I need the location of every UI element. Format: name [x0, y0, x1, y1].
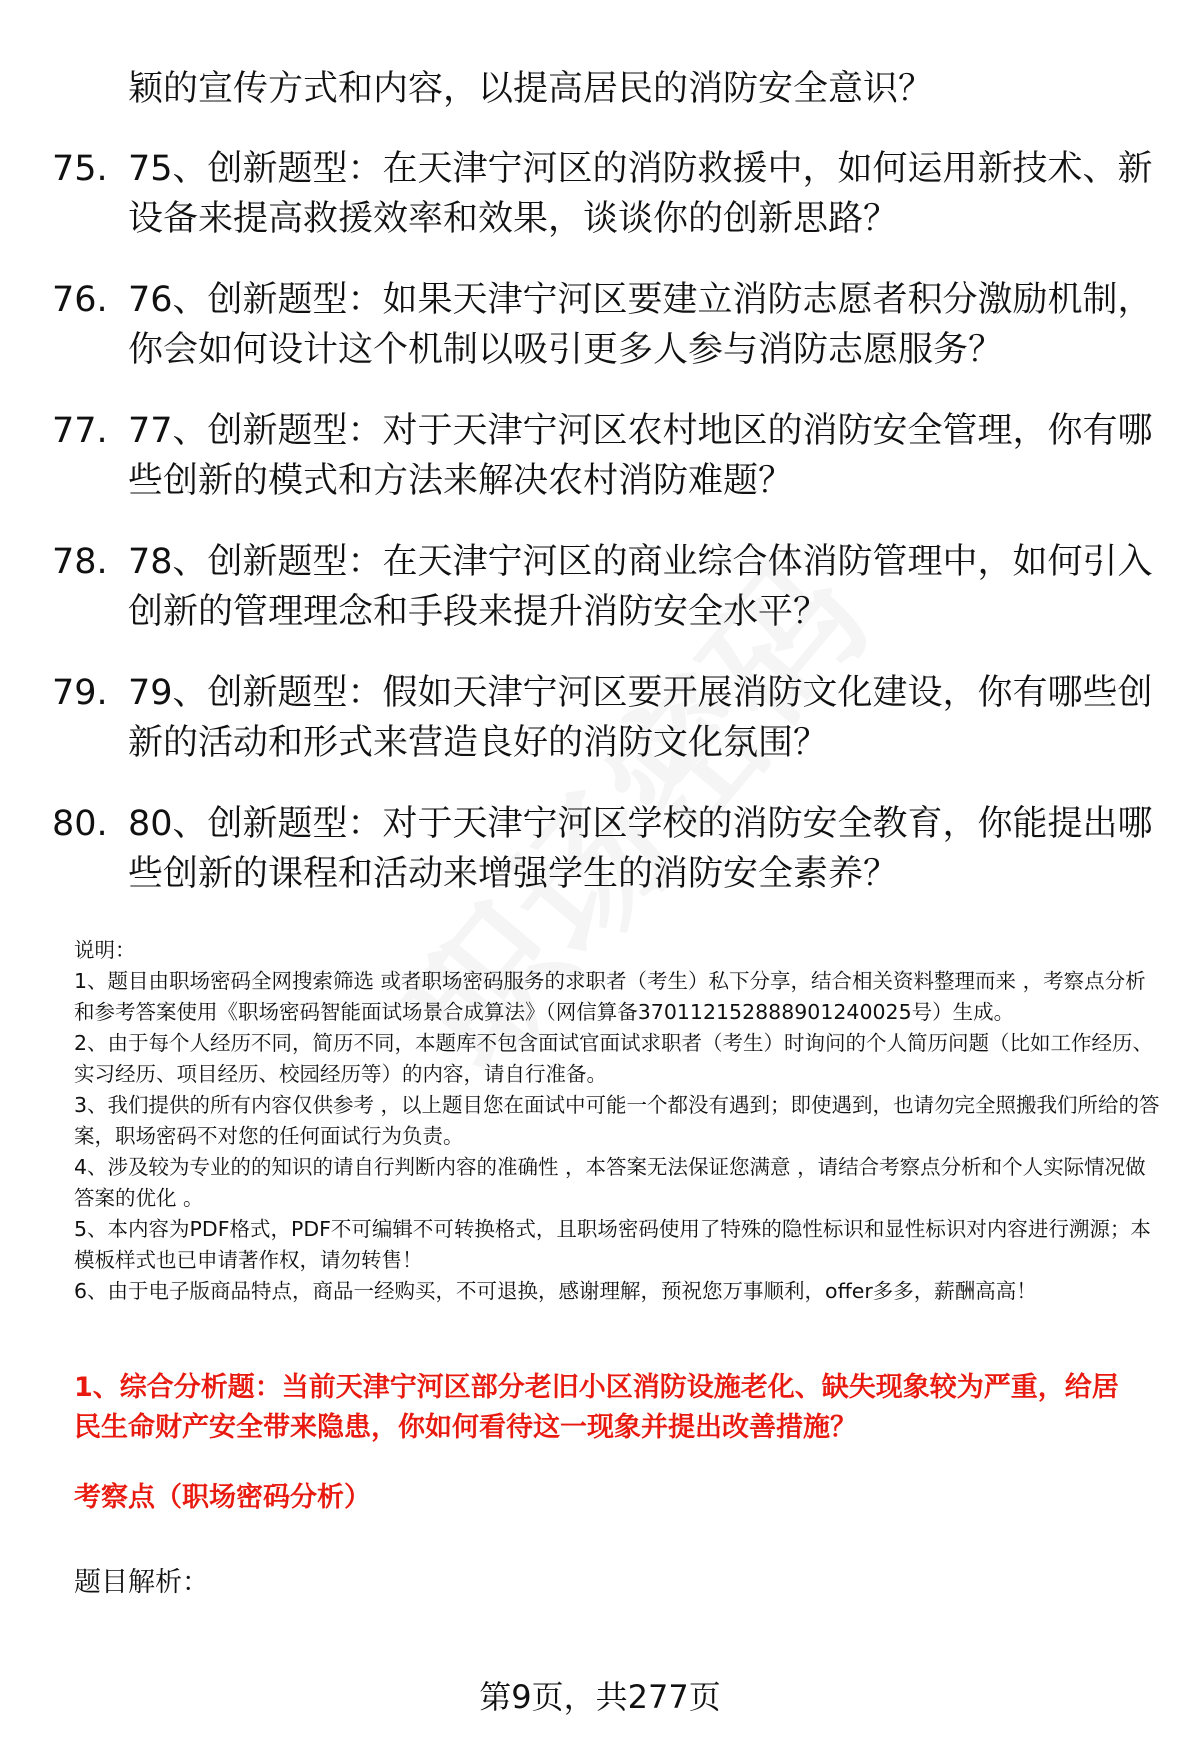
question-continuation: 颖的宣传方式和内容，以提高居民的消防安全意识？	[128, 69, 934, 109]
question-number: 75.	[52, 149, 108, 189]
question-text: 79、创新题型：假如天津宁河区要开展消防文化建设，你有哪些创新的活动和形式来营造良好的消防文化氛围？	[128, 673, 1153, 763]
question-text: 77、创新题型：对于天津宁河区农村地区的消防安全管理，你有哪些创新的模式和方法来解决农村消防难题？	[128, 411, 1153, 501]
question-text: 78、创新题型：在天津宁河区的商业综合体消防管理中，如何引入创新的管理理念和手段来提升消防安全水平？	[128, 542, 1153, 632]
note-item: 4、涉及较为专业的的知识的请自行判断内容的准确性 ，本答案无法保证您满意 ，请结合考察点分析和个人实际情况做答案的优化 。	[74, 1155, 1146, 1210]
notes-section	[74, 935, 1164, 1307]
analysis-label: 题目解析：	[74, 1567, 209, 1598]
question-number: 80.	[52, 804, 108, 844]
notes-title: 说明：	[74, 938, 136, 962]
question-text: 80、创新题型：对于天津宁河区学校的消防安全教育，你能提出哪些创新的课程和活动来增强学生的消防安全素养？	[128, 804, 1153, 894]
question-number: 78.	[52, 542, 108, 582]
question-text: 76、创新题型：如果天津宁河区要建立消防志愿者积分激励机制，你会如何设计这个机制以吸引更多人参与消防志愿服务？	[128, 280, 1153, 370]
note-item: 6、由于电子版商品特点，商品一经购买，不可退换，感谢理解，预祝您万事顺利，offer多多，薪酬高高！	[74, 1279, 1037, 1303]
note-item: 3、我们提供的所有内容仅供参考 ，以上题目您在面试中可能一个都没有遇到；即使遇到，也请勿完全照搬我们所给的答案，职场密码不对您的任何面试行为负责。	[74, 1093, 1160, 1148]
note-item: 1、题目由职场密码全网搜索筛选 或者职场密码服务的求职者（考生）私下分享，结合相关资料整理而来 ，考察点分析和参考答案使用《职场密码智能面试场景合成算法》（网信算备370112152888901240025号）生成。	[74, 969, 1146, 1024]
note-item: 5、本内容为PDF格式，PDF不可编辑不可转换格式，且职场密码使用了特殊的隐性标识和显性标识对内容进行溯源；本模板样式也已申请著作权，请勿转售！	[74, 1217, 1151, 1272]
question-number: 79.	[52, 673, 108, 713]
question-number: 76.	[52, 280, 108, 320]
question-number: 77.	[52, 411, 108, 451]
page-footer: 第9页，共277页	[479, 1678, 721, 1716]
exam-point-heading: 考察点（职场密码分析）	[74, 1482, 371, 1513]
question-text: 75、创新题型：在天津宁河区的消防救援中，如何运用新技术、新设备来提高救援效率和效果，谈谈你的创新思路？	[128, 149, 1153, 239]
section-heading: 1、综合分析题：当前天津宁河区部分老旧小区消防设施老化、缺失现象较为严重，给居民生命财产安全带来隐患，你如何看待这一现象并提出改善措施？	[74, 1372, 1119, 1443]
note-item: 2、由于每个人经历不同，简历不同，本题库不包含面试官面试求职者（考生）时询问的个人简历问题（比如工作经历、实习经历、项目经历、校园经历等）的内容，请自行准备。	[74, 1031, 1154, 1086]
